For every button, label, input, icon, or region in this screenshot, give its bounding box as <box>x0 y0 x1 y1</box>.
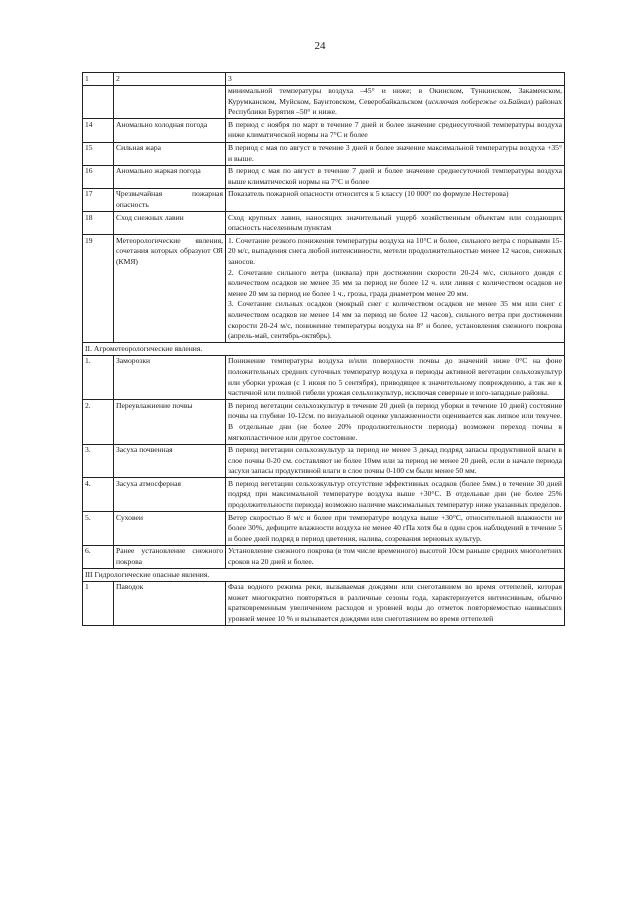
row-number: 4. <box>83 478 114 512</box>
phenomenon-name: Засуха атмосферная <box>114 478 226 512</box>
section-heading: III Гидрологические опасные явления. <box>83 569 565 582</box>
table-row <box>83 119 565 142</box>
row-number: 16 <box>83 165 114 188</box>
row-number: 18 <box>83 212 114 235</box>
hazard-table-body <box>83 73 565 626</box>
table-row <box>83 85 565 119</box>
table-row <box>83 355 565 399</box>
criteria-list-item: 3. Сочетание сильных осадков (мокрый снег с количеством осадков не менее 35 мм или снег с количеством осадков не менее 14 мм за период не более 12 часов), сильного ветра при достижении скорости 20-24 м/с, понижение температуры воздуха на 8° и более, установления снежного покрова (апрель-май, сентябрь-октябрь). <box>228 299 562 341</box>
table-row <box>83 512 565 546</box>
hazard-table <box>82 72 565 626</box>
phenomenon-name: Ранее установление снежного покрова <box>114 545 226 568</box>
page-number: 24 <box>314 40 326 52</box>
table-row <box>83 444 565 478</box>
header-col-2: 2 <box>114 73 226 86</box>
phenomenon-name: Паводок <box>114 581 226 625</box>
row-number: 3. <box>83 444 114 478</box>
criteria-description: В период вегетации сельхозкультур за период не менее 3 декад подряд запасы продуктивной влаги в слое почвы 0-20 см. составляют не более 10мм или за период не менее 20 дней, если в начале периода засухи запасы продуктивной влаги в слое почвы 0-100 см были менее 50 мм. <box>226 444 565 478</box>
table-header-row <box>83 73 565 86</box>
table-row <box>83 142 565 165</box>
row-number: 17 <box>83 188 114 211</box>
criteria-description: В период с мая по август в течение 7 дней и более значение среднесуточной температуры воздуха выше климатической нормы на 7°С и более <box>226 165 565 188</box>
row-number: 1 <box>83 581 114 625</box>
phenomenon-name: Сильная жара <box>114 142 226 165</box>
criteria-list-item: 2. Сочетание сильного ветра (шквала) при достижении скорости 20-24 м/с, сильного дождя с количеством осадков не менее 35 мм за период не более 12 ч. или ливня с количеством осадков не менее 20 мм за период не более 1 ч., грозы, града диаметром менее 20 мм. <box>228 267 562 298</box>
table-row <box>83 212 565 235</box>
criteria-list-item: 1. Сочетание резкого понижения температуры воздуха на 10°С и более, сильного ветра с порывами 15-20 м/с, выпадения снега любой интенсивности, метели продолжительностью менее 12 часов, снежных заносов. <box>228 235 562 266</box>
section-heading-row <box>83 569 565 582</box>
criteria-description: Ветер скоростью 8 м/с и более при температуре воздуха выше +30°С, относительной влажности не более 30%, дефиците влажности воздуха не менее 40 гПа хотя бы в один срок наблюдений в течение 5 и более дней подряд в период цветения, налива, созревания зерновых культур. <box>226 512 565 546</box>
criteria-description <box>226 85 565 119</box>
phenomenon-name <box>114 85 226 119</box>
table-row <box>83 188 565 211</box>
criteria-text-part: минимальной температуры воздуха –45° и ниже; в Окинском, Тункинском, Закаменском, Курумканском, Муйском, Баунтовском, Северобайкальском ( <box>228 86 562 106</box>
phenomenon-name: Заморозки <box>114 355 226 399</box>
row-number: 15 <box>83 142 114 165</box>
row-number: 14 <box>83 119 114 142</box>
row-number <box>83 85 114 119</box>
criteria-description: Понижение температуры воздуха и/или поверхности почвы до значений ниже 0°С на фоне положительных средних суточных температур воздуха в периоды активной вегетации сельхозкультур или уборки урожая (с 1 июня по 5 сентября), приводящее к значительному повреждению, а так же к частичной или полной гибели урожая сельхозкультур, исключая северные и юго-западные районы. <box>226 355 565 399</box>
phenomenon-name: Метеорологические явления, сочетания которых образуют ОЯ (КМЯ) <box>114 235 226 343</box>
criteria-description <box>226 235 565 343</box>
phenomenon-name: Суховеи <box>114 512 226 546</box>
phenomenon-name: Чрезвычайная пожарная опасность <box>114 188 226 211</box>
table-row <box>83 581 565 625</box>
criteria-description: Сход крупных лавин, наносящих значительный ущерб хозяйственным объектам или создающих опасность населенным пунктам <box>226 212 565 235</box>
phenomenon-name: Аномально жаркая погода <box>114 165 226 188</box>
section-heading-row <box>83 343 565 356</box>
phenomenon-name: Засуха почвенная <box>114 444 226 478</box>
table-row <box>83 165 565 188</box>
criteria-description: В период вегетации сельхозкультур отсутствие эффективных осадков (более 5мм.) в течение 30 дней подряд при максимальной температуре воздуха выше +30°С. В отдельные дни (не более 25% продолжительности периода) возможно наличие максимальных температур ниже указанных пределов. <box>226 478 565 512</box>
row-number: 1. <box>83 355 114 399</box>
criteria-description: В период вегетации сельхозкультур в течение 20 дней (в период уборки в течение 10 дней) состояние почвы на глубине 10-12см. по визуальной оценке увлажненности оценивается как липкое или текучее. В отдельные дни (не более 20% продолжительности периода) возможен переход почвы в мягкопластичное или другое состояние. <box>226 400 565 444</box>
row-number: 2. <box>83 400 114 444</box>
criteria-description: В период с ноября по март в течение 7 дней и более значение среднесуточной температуры воздуха ниже климатической нормы на 7°С и более <box>226 119 565 142</box>
row-number: 19 <box>83 235 114 343</box>
phenomenon-name: Переувлажнение почвы <box>114 400 226 444</box>
criteria-description: В период с мая по август в течение 3 дней и более значение максимальной температуры воздуха +35° и выше. <box>226 142 565 165</box>
table-row <box>83 478 565 512</box>
table-row <box>83 235 565 343</box>
phenomenon-name: Аномально холодная погода <box>114 119 226 142</box>
italic-note: исключая побережье оз.Байкал <box>427 96 531 106</box>
table-row <box>83 400 565 444</box>
header-col-1: 1 <box>83 73 114 86</box>
row-number: 5. <box>83 512 114 546</box>
row-number: 6. <box>83 545 114 568</box>
section-heading: II. Агрометеорологические явления. <box>83 343 565 356</box>
table-row <box>83 545 565 568</box>
phenomenon-name: Сход снежных лавин <box>114 212 226 235</box>
criteria-description: Показатель пожарной опасности относится к 5 классу (10 000° по формуле Нестерова) <box>226 188 565 211</box>
header-col-3: 3 <box>226 73 565 86</box>
criteria-description: Фаза водного режима реки, вызываемая дождями или снеготаянием во время оттепелей, которая может многократно повторяться в различные сезоны года, характеризуется интенсивным, обычно кратковременным увеличением расходов и уровней воды до отметок повторяемостью наивысших уровней менее 10 % и вызывается дождями или снеготаянием во время оттепелей <box>226 581 565 625</box>
criteria-description: Установление снежного покрова (в том числе временного) высотой 10см раньше средних многолетних сроков на 20 дней и более. <box>226 545 565 568</box>
criteria-text-part: ) районах Республики Бурятия –50° и ниже. <box>228 96 563 117</box>
